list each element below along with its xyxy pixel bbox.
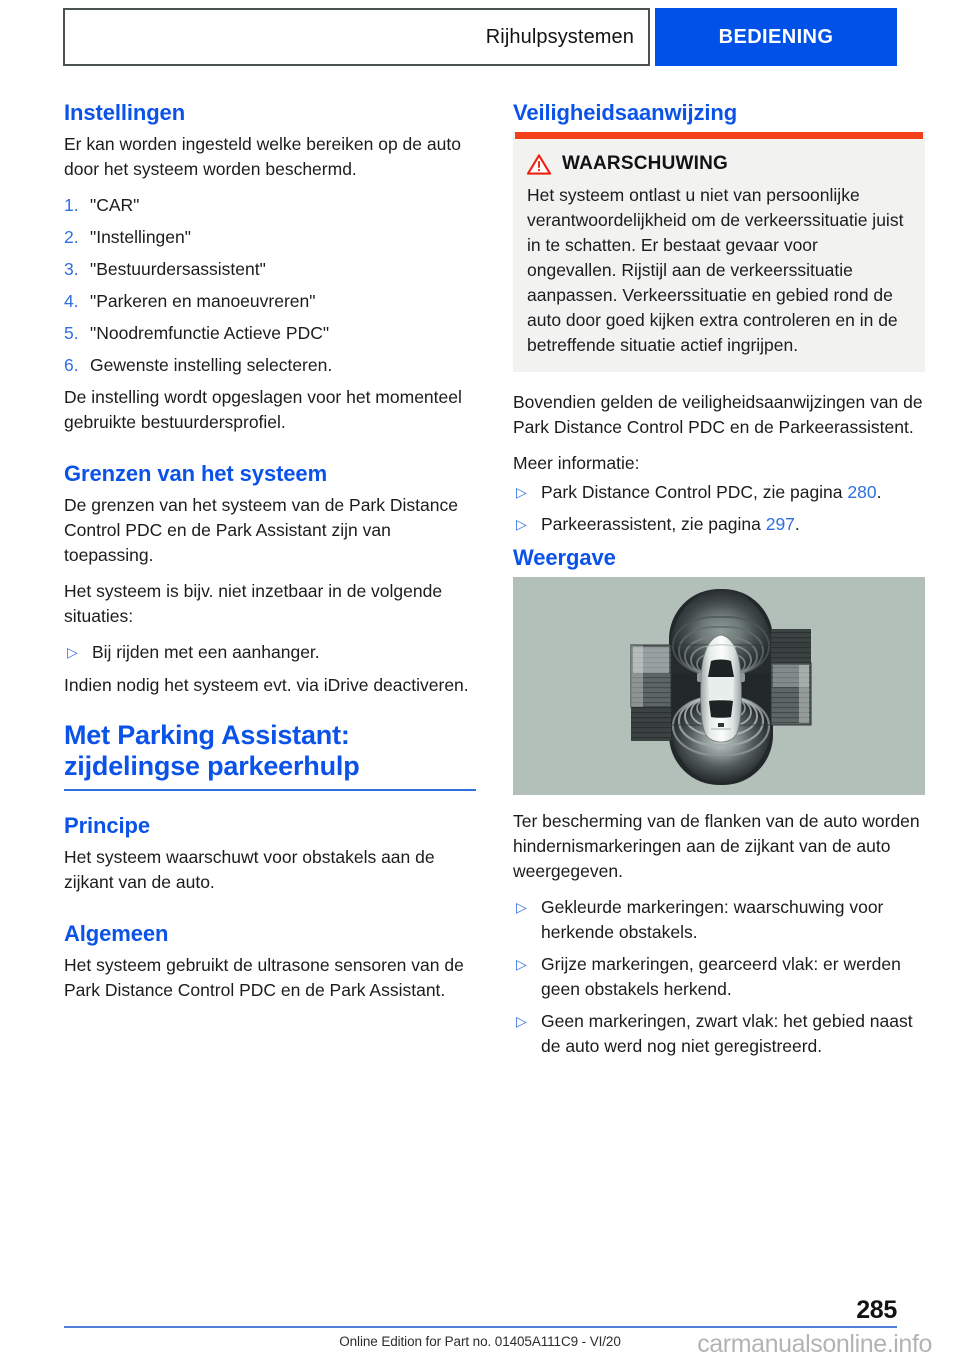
grenzen-bullets: [64, 640, 476, 665]
left-column: [64, 100, 476, 1014]
list-item: [513, 512, 925, 537]
grenzen-para-3: Indien nodig het systeem evt. via iDrive deactiveren.: [64, 675, 469, 695]
step-number: 3.: [64, 259, 79, 279]
footer-divider: [64, 1326, 897, 1328]
heading-principe: Principe: [64, 812, 151, 838]
instellingen-steps: [64, 193, 476, 378]
instellingen-outro: De instelling wordt opgeslagen voor het momenteel gebruikte bestuurdersprofiel.: [64, 387, 462, 432]
list-item: [64, 225, 476, 250]
step-number: 5.: [64, 323, 79, 343]
heading-instellingen: Instellingen: [64, 100, 186, 125]
breadcrumb-label: Rijhulpsystemen: [485, 25, 634, 48]
warning-box: [513, 132, 925, 372]
bullet-text: [541, 512, 925, 537]
link-prefix: Parkeerassistent, zie pagina: [541, 514, 766, 534]
warning-header: [527, 153, 911, 175]
list-item: [64, 257, 476, 282]
safety-links: [513, 480, 925, 537]
list-item: [64, 353, 476, 378]
triangle-bullet-icon: ▷: [516, 956, 527, 972]
step-text: Gewenste instelling selecteren.: [90, 355, 333, 375]
grenzen-para-2: Het systeem is bijv. niet inzetbaar in de volgende situaties:: [64, 581, 443, 626]
triangle-bullet-icon: ▷: [516, 899, 527, 915]
chapter-divider: [64, 789, 476, 791]
list-item: [64, 289, 476, 314]
page-number: 285: [856, 1296, 897, 1324]
step-number: 1.: [64, 195, 79, 215]
list-item: [513, 952, 925, 1002]
instellingen-intro: Er kan worden ingesteld welke bereiken op de auto door het systeem worden beschermd.: [64, 134, 461, 179]
bullet-text: Bij rijden met een aanhanger.: [92, 642, 320, 662]
warning-text: Het systeem ontlast u niet van persoonlijke verantwoordelijkheid om de verkeerssituatie juist in te schatten. Er bestaat gevaar voor ongevallen. Rijstijl aan de verkeerssituatie aanpassen. Verkeerssituatie en gebied rond de auto door goed kijken extra controleren en in de betreffende situatie actief ingrijpen.: [527, 185, 904, 355]
triangle-bullet-icon: ▷: [516, 484, 527, 500]
list-item: [64, 193, 476, 218]
warning-label: WAARSCHUWING: [562, 153, 728, 174]
heading-veiligheidsaanwijzing: Veiligheidsaanwijzing: [513, 100, 738, 125]
heading-weergave: Weergave: [513, 545, 616, 570]
weergave-bullets: [513, 895, 925, 1059]
warning-top-bar: [515, 132, 923, 139]
link-suffix: .: [794, 514, 800, 534]
link-suffix: .: [876, 482, 882, 502]
step-text: "Parkeren en manoeuvreren": [90, 291, 316, 311]
heading-algemeen: Algemeen: [64, 920, 169, 946]
safety-para-1: Bovendien gelden de veiligheidsaanwijzingen van de Park Distance Control PDC en de Parkeerassistent.: [513, 392, 923, 437]
step-text: "CAR": [90, 195, 140, 215]
triangle-bullet-icon: ▷: [516, 516, 527, 532]
list-item: [64, 321, 476, 346]
bullet-text: Grijze markeringen, gearceerd vlak: er werden geen obstakels herkend.: [541, 954, 901, 999]
right-column: [513, 100, 925, 1067]
bullet-text: Geen markeringen, zwart vlak: het gebied naast de auto werd nog niet geregistreerd.: [541, 1011, 913, 1056]
triangle-bullet-icon: ▷: [67, 644, 78, 660]
page-reference-link[interactable]: 280: [847, 482, 877, 502]
step-number: 4.: [64, 291, 79, 311]
top-down-car-parking-sensor-illustration: [513, 577, 925, 795]
section-label: BEDIENING: [718, 25, 834, 48]
step-text: "Instellingen": [90, 227, 191, 247]
heading-grenzen: Grenzen van het systeem: [64, 461, 328, 486]
watermark: carmanualsonline.info: [697, 1330, 932, 1358]
step-number: 2.: [64, 227, 79, 247]
list-item: [513, 480, 925, 505]
bullet-text: [541, 480, 925, 505]
bullet-text: Gekleurde markeringen: waarschuwing voor herkende obstakels.: [541, 897, 884, 942]
chapter-heading: Met Parking Assistant: zijdelingse parkeerhulp: [64, 720, 360, 782]
section-tab: [655, 8, 897, 66]
list-item: [64, 640, 476, 665]
edition-notice: Online Edition for Part no. 01405A111C9 - VI/20: [339, 1334, 621, 1349]
breadcrumb-box: [63, 8, 650, 66]
algemeen-para-1: Het systeem gebruikt de ultrasone sensoren van de Park Distance Control PDC en de Park Assistant.: [64, 954, 464, 1000]
warning-triangle-icon: [527, 154, 551, 175]
list-item: [513, 1009, 925, 1059]
page-header: [63, 8, 897, 66]
safety-para-2: Meer informatie:: [513, 453, 640, 473]
step-text: "Bestuurdersassistent": [90, 259, 266, 279]
list-item: [513, 895, 925, 945]
grenzen-para-1: De grenzen van het systeem van de Park Distance Control PDC en de Park Assistant zijn van toepassing.: [64, 495, 458, 565]
page-reference-link[interactable]: 297: [765, 514, 795, 534]
step-text: "Noodremfunctie Actieve PDC": [90, 323, 330, 343]
principe-para-1: Het systeem waarschuwt voor obstakels aan de zijkant van de auto.: [64, 846, 435, 892]
weergave-para-1: Ter bescherming van de flanken van de auto worden hindernismarkeringen aan de zijkant van de auto weergegeven.: [513, 811, 920, 881]
step-number: 6.: [64, 355, 79, 375]
link-prefix: Park Distance Control PDC, zie pagina: [541, 482, 848, 502]
triangle-bullet-icon: ▷: [516, 1013, 527, 1029]
